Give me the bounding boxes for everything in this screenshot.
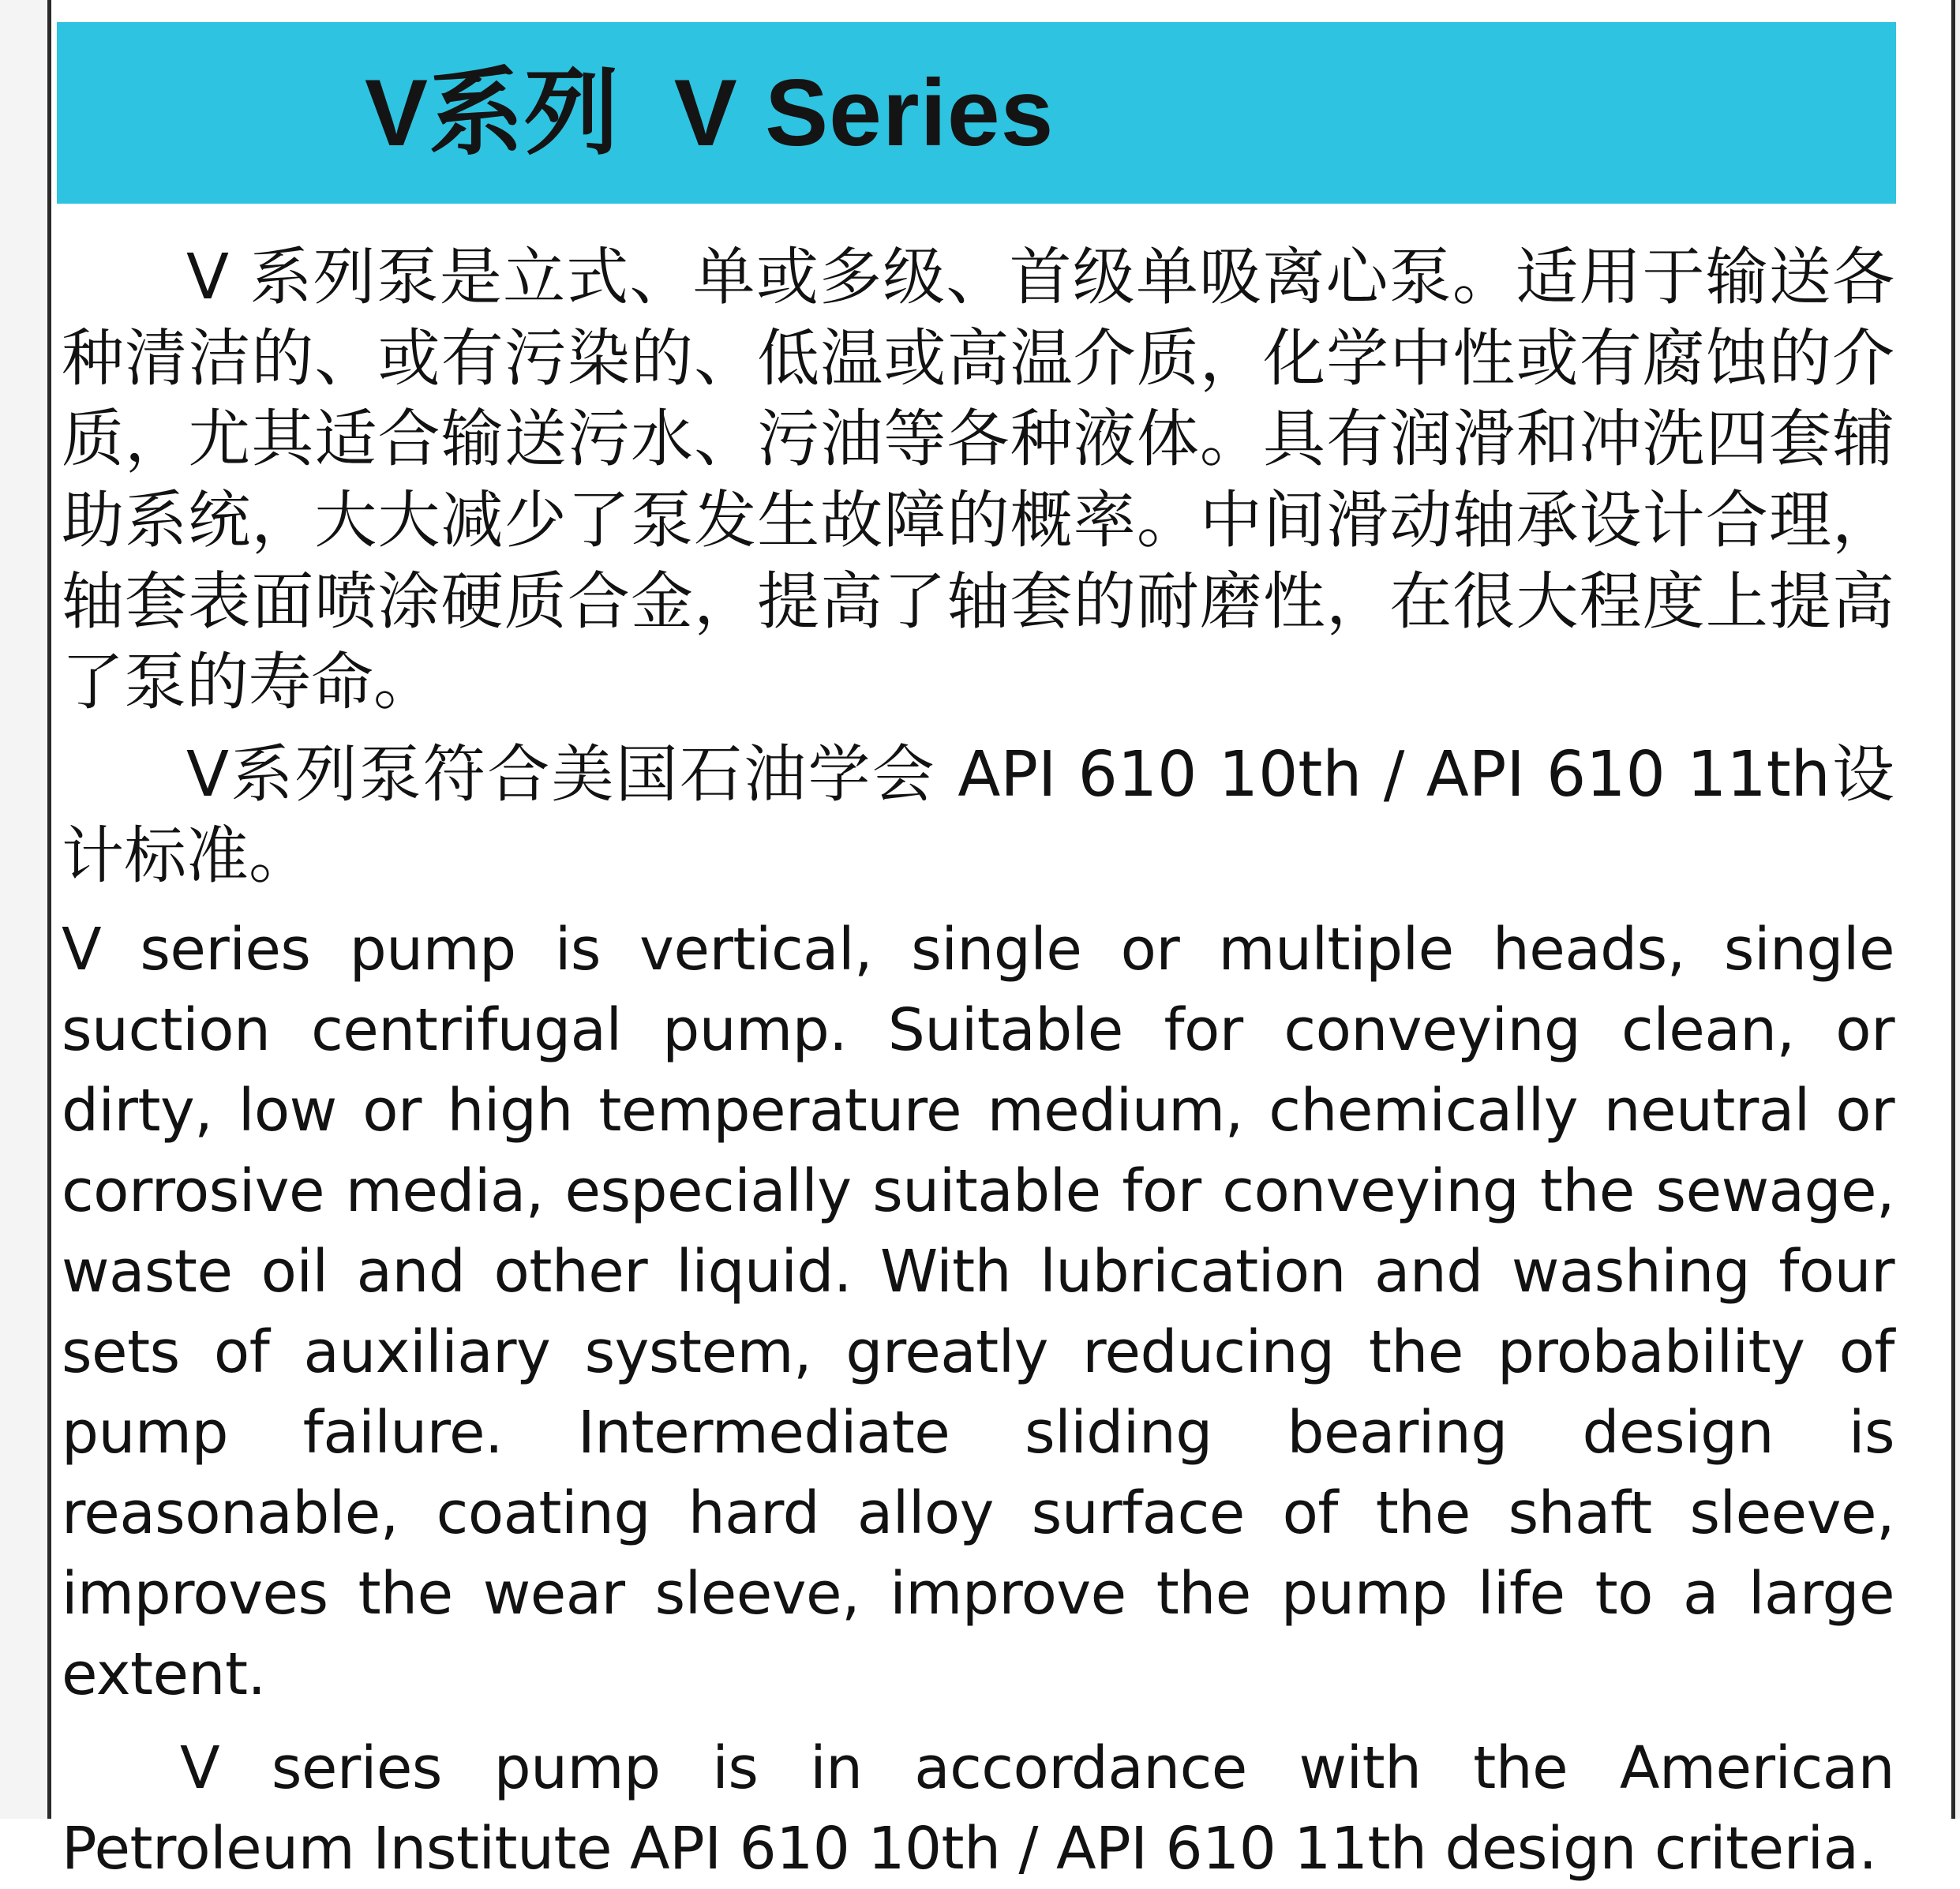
page-left-margin	[0, 0, 47, 1819]
page-right-border-rule	[1951, 0, 1955, 1819]
body-content	[62, 237, 1894, 1889]
chinese-paragraph-1: V 系列泵是立式、单或多级、首级单吸离心泵。适用于输送各种清洁的、或有污染的、低温或高温介质，化学中性或有腐蚀的介质，尤其适合输送污水、污油等各种液体。具有润滑和冲洗四套辅助系统，大大减少了泵发生故障的概率。中间滑动轴承设计合理，轴套表面喷涂硬质合金，提高了轴套的耐磨性，在很大程度上提高了泵的寿命。	[62, 241, 1894, 719]
english-paragraph-2: V series pump is in accordance with the American Petroleum Institute API 610 10th / API 610 11th design criteria.	[62, 1733, 1894, 1883]
page-title: V系列 V Series	[365, 60, 1055, 166]
page-left-border-rule	[47, 0, 51, 1819]
chinese-paragraph-2: V系列泵符合美国石油学会 API 610 10th / API 610 11th设计标准。	[62, 738, 1894, 892]
page-right-margin	[1955, 0, 1960, 1819]
english-paragraph-1: V series pump is vertical, single or multiple heads, single suction centrifugal pump. Suitable for conveying clean, or dirty, low or high temperature medium, chemically neutral or corrosive media, especially suitable for conveying the sewage, waste oil and other liquid. With lubrication and washing four sets of auxiliary system, greatly reducing the probability of pump failure. Intermediate sliding bearing design is reasonable, coating hard alloy surface of the shaft sleeve, improves the wear sleeve, improve the pump life to a large extent.	[62, 915, 1894, 1709]
section-header-banner	[57, 22, 1896, 204]
